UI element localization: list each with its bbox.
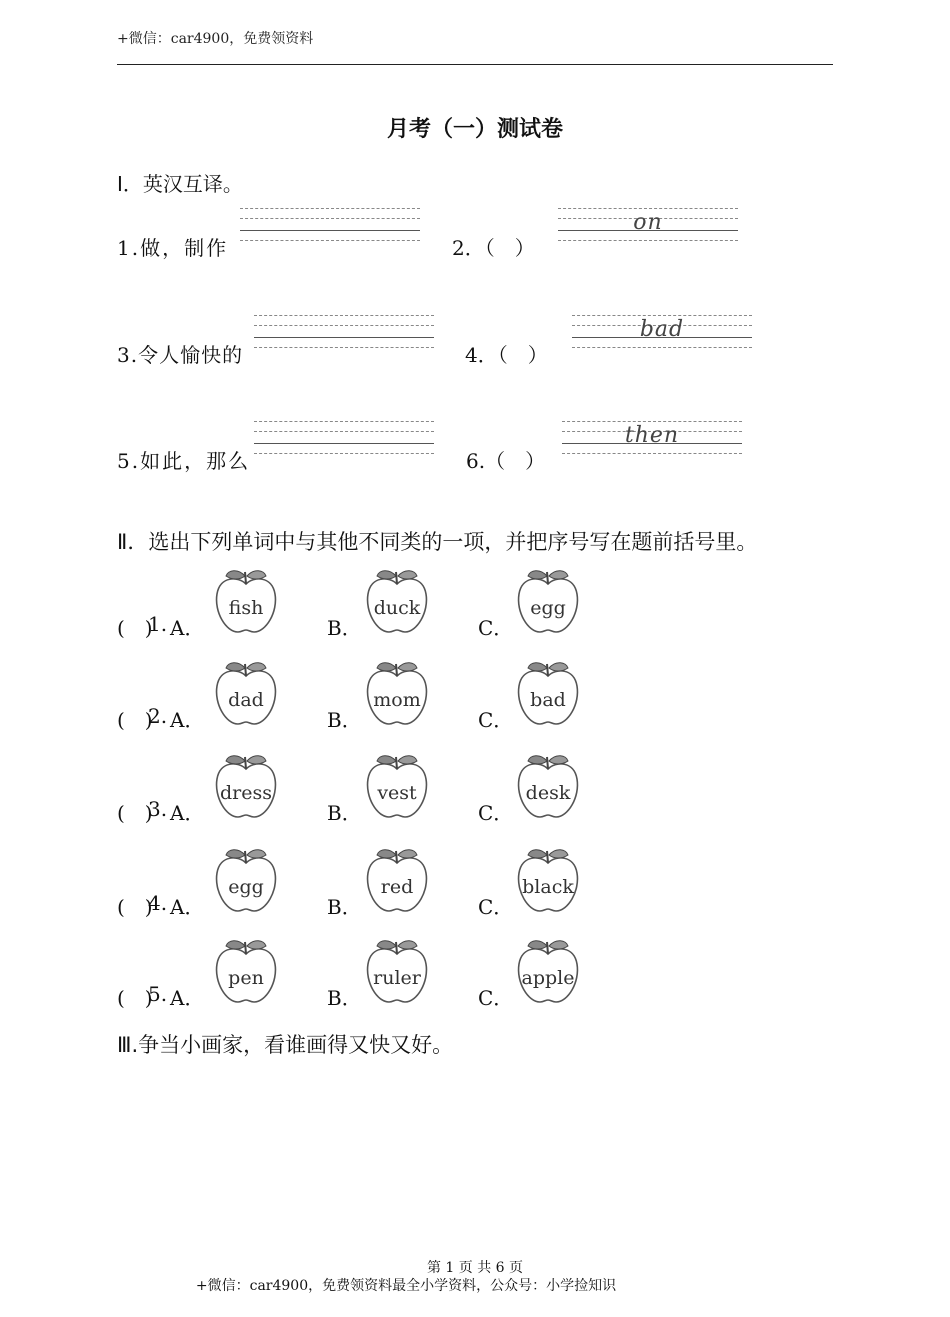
option-word: ruler — [373, 967, 421, 989]
item2-answer: on — [633, 210, 663, 235]
option-word: egg — [228, 876, 264, 898]
option-letter: B． — [327, 616, 362, 640]
option-letter: A． — [170, 708, 205, 732]
page-title: 月考（一）测试卷 — [386, 117, 563, 142]
option-word: red — [380, 876, 414, 898]
question-number: 1. — [148, 612, 168, 636]
section3-heading: Ⅲ.争当小画家，看谁画得又快又好。 — [117, 1033, 454, 1057]
footer-text: +微信：car4900，免费领资料最全小学资料，公众号：小学捡知识 — [195, 1278, 617, 1294]
option-letter: B． — [327, 895, 362, 919]
page-number: 第 1 页 共 6 页 — [426, 1260, 524, 1276]
item5-label: 5.如此，那么 — [117, 449, 251, 473]
option-letter: C． — [478, 801, 514, 825]
question-number: 5. — [148, 982, 168, 1006]
option-letter: A． — [170, 895, 205, 919]
option-word: pen — [228, 967, 264, 989]
option-letter: C． — [478, 708, 514, 732]
apple-icon — [514, 658, 582, 730]
item2-writing-lines — [558, 206, 738, 246]
question-number: 4. — [148, 891, 168, 915]
option-word: apple — [521, 967, 575, 989]
answer-paren[interactable]: ( ) — [117, 895, 153, 919]
item5-writing-lines[interactable] — [254, 419, 434, 459]
apple-icon — [514, 936, 582, 1008]
option-letter: A． — [170, 986, 205, 1010]
apple-icon — [363, 936, 431, 1008]
option-word: bad — [530, 689, 566, 711]
apple-icon — [212, 566, 280, 638]
answer-paren[interactable]: ( ) — [117, 986, 153, 1010]
apple-icon — [514, 751, 582, 823]
option-word: egg — [530, 597, 566, 619]
item2-label: 2．（ ） — [452, 236, 535, 260]
answer-paren[interactable]: ( ) — [117, 801, 153, 825]
header-divider — [117, 64, 833, 65]
item6-answer: then — [624, 423, 680, 448]
item4-answer: bad — [639, 317, 685, 342]
option-word: vest — [377, 782, 417, 804]
apple-icon — [363, 658, 431, 730]
answer-paren[interactable]: ( ) — [117, 708, 153, 732]
apple-icon — [363, 751, 431, 823]
option-letter: A． — [170, 801, 205, 825]
apple-icon — [363, 566, 431, 638]
apple-icon — [212, 658, 280, 730]
apple-icon — [212, 751, 280, 823]
item4-writing-lines — [572, 313, 752, 353]
option-letter: A． — [170, 616, 205, 640]
answer-paren[interactable]: ( ) — [117, 616, 153, 640]
item6-label: 6.（ ） — [466, 449, 546, 473]
option-word: duck — [373, 597, 421, 619]
option-word: mom — [373, 689, 421, 711]
option-letter: C． — [478, 986, 514, 1010]
option-letter: B． — [327, 708, 362, 732]
item6-writing-lines — [562, 419, 742, 459]
item3-label: 3.令人愉快的 — [117, 343, 244, 367]
question-number: 3. — [148, 797, 168, 821]
section1-heading: I．英汉互译。 — [117, 172, 243, 196]
option-letter: B． — [327, 986, 362, 1010]
item1-label: 1.做，制作 — [117, 236, 229, 260]
option-letter: C． — [478, 895, 514, 919]
header-text: +微信：car4900，免费领资料 — [117, 31, 314, 47]
option-letter: B． — [327, 801, 362, 825]
section2-heading: Ⅱ．选出下列单词中与其他不同类的一项，并把序号写在题前括号里。 — [117, 530, 758, 554]
option-word: dad — [228, 689, 264, 711]
option-word: desk — [525, 782, 571, 804]
apple-icon — [212, 845, 280, 917]
option-word: fish — [228, 597, 264, 619]
option-word: black — [522, 876, 574, 898]
apple-icon — [212, 936, 280, 1008]
question-number: 2. — [148, 704, 168, 728]
apple-icon — [514, 845, 582, 917]
option-word: dress — [220, 782, 272, 804]
apple-icon — [514, 566, 582, 638]
option-letter: C． — [478, 616, 514, 640]
item4-label: 4．（ ） — [465, 343, 548, 367]
apple-icon — [363, 845, 431, 917]
item3-writing-lines[interactable] — [254, 313, 434, 353]
item1-writing-lines[interactable] — [240, 206, 420, 246]
